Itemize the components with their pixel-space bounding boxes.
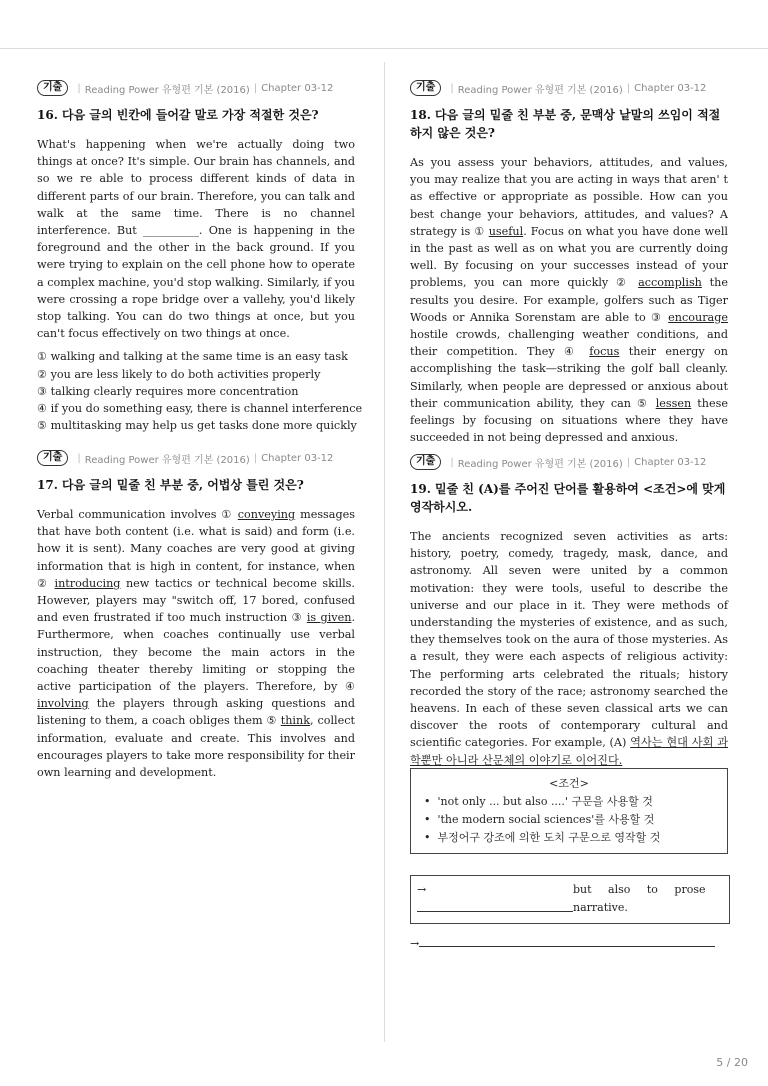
q18-underline-5: lessen [655,396,692,410]
conditions-box [410,768,728,854]
conditions-title: <조건> [549,777,589,790]
q17-source: Reading Power 유형편 기본 (2016) [84,454,250,466]
q19-passage: The ancients recognized seven activities as arts: history, poetry, comedy, tragedy, mask, dance, and astronomy. All seven were united by a common motivation: they were tools, useful to describe the universe and our place in it. They were methods of understanding the mysteries of existence, and as such, they themselves took on the aura of those mysteries. As a result, they were each aspects of religious activity: The performing arts celebrated the rituals; history recorded the story of the race; astronomy searched the heavens. In each of these seven classical arts we can discover the roots of contemporary cultural and scientific categories. For example, (A) 역사는 현대 사회 과학뿐만 아니라 산문체의 이야기로 이어진다. [410,530,728,767]
condition-item: • 'the modern social sciences'를 사용할 것 [424,813,655,826]
q17-underline-5: think [280,714,310,728]
header-rule [0,48,768,49]
question-16 [37,79,363,434]
q18-passage: As you assess your behaviors, attitudes, and values, you may realize that you are acting in ways that aren' t as effective or appropriate as possible. How can you best change your behaviors, attitudes, and values? A strategy is ① useful. Focus on what you have done well in the past as well as on what you are currently doing well. By focusing on your successes instead of your problems, you can more quickly ② accomplish the results you desire. For example, golfers such as Tiger Woods or Annika Sorenstam are able to ③ encourage hostile crowds, challenging weather conditions, and their competition. They ④ focus their energy on accomplishing the task—striking the golf ball cleanly. Similarly, when people are depressed or anxious about their communication ability, they can ⑤ lessen these feelings by focusing on situations where they have succeeded in not being depressed and anxious. [410,156,728,445]
q18-underline-2: accomplish [638,276,702,290]
q17-underline-1: conveying [237,508,296,521]
q16-option-4: ④ if you do something easy, there is channel interference [37,402,363,416]
q19-chapter: Chapter 03-12 [634,456,707,468]
question-19 [410,453,728,769]
q16-badge: 기출 [37,80,68,96]
q18-underline-1: useful [488,224,524,238]
q17-underline-2: introducing [54,576,121,590]
q16-option-1: ① walking and talking at the same time is an easy task [37,350,348,364]
answer-line-2[interactable]: → [410,936,720,950]
q19-badge: 기출 [410,454,441,470]
q18-underline-3: encourage [668,310,728,324]
question-18 [410,79,728,446]
q17-title: 17. 다음 글의 밑줄 친 부분 중, 어법상 틀린 것은? [37,478,304,492]
q19-title: 19. 밑줄 친 (A)를 주어진 단어를 활용하여 <조건>에 맞게 영작하시오. [410,482,726,514]
q16-tagline: 기출 | Reading Power 유형편 기본 (2016) | Chapter 03-12 [37,79,355,97]
answer1-suffix: but also to prose narrative. [573,883,706,914]
q19-tagline: 기출 | Reading Power 유형편 기본 (2016) | Chapter 03-12 [410,453,728,471]
q18-source: Reading Power 유형편 기본 (2016) [457,84,623,96]
q19-source: Reading Power 유형편 기본 (2016) [457,458,623,470]
question-17 [37,449,355,781]
q18-title: 18. 다음 글의 밑줄 친 부분 중, 문맥상 낱말의 쓰임이 적절하지 않은 것은? [410,108,721,140]
q16-option-2: ② you are less likely to do both activities properly [37,367,321,381]
q17-underline-4: involving [37,697,89,711]
q16-chapter: Chapter 03-12 [261,82,334,94]
page-number: 5 / 20 [716,1056,748,1069]
answer-box-1[interactable] [410,875,730,924]
answer-blank-1[interactable] [417,899,573,912]
column-divider [384,62,385,1042]
q17-chapter: Chapter 03-12 [261,452,334,464]
q16-title: 16. 다음 글의 빈칸에 들어갈 말로 가장 적절한 것은? [37,108,319,122]
condition-item: • 'not only ... but also ....' 구문을 사용할 것 [424,795,653,808]
condition-item: • 부정어구 강조에 의한 도치 구문으로 영작할 것 [424,831,661,844]
q19-underline-a: 역사는 현대 사회 과학뿐만 아니라 산문체의 이야기로 이어진다. [410,736,728,767]
q16-source: Reading Power 유형편 기본 (2016) [84,84,250,96]
answer-arrow: → [417,881,573,918]
q17-passage: Verbal communication involves ① conveying messages that have both content (i.e. what is said) and form (i.e. how it is sent). Many coaches are very good at giving information that is high in content, for instance, when ② introducing new tactics or technical become skills. However, players may "switch off, 17 bored, confused and even frustrated if too much instruction ③ is given. Furthermore, when coaches continually use verbal instruction, they become the main actors in the coaching theater thereby limiting or stopping the active participation of the players. Therefore, by ④ involving the players through asking questions and listening to them, a coach obliges them ⑤ think, collect information, evaluate and create. This involves and encourages players to take more responsibility for their own learning and development. [37,508,355,780]
q18-badge: 기출 [410,80,441,96]
q18-underline-4: focus [589,345,620,359]
q17-badge: 기출 [37,450,68,466]
q16-option-3: ③ talking clearly requires more concentration [37,384,299,398]
answer-blank-2[interactable] [419,936,715,947]
q18-chapter: Chapter 03-12 [634,82,707,94]
q17-underline-3: is given [306,611,352,625]
q16-option-5: ⑤ multitasking may help us get tasks done more quickly [37,419,357,433]
q16-options [37,348,363,434]
q16-passage: What's happening when we're actually doing two things at once? It's simple. Our brain has channels, and so we re able to process different kinds of data in different parts of our brain. Therefore, you can talk and walk at the same time. There is no channel interference. But __________. One is happening in the foreground and the other in the back ground. If you were trying to explain on the cell phone how to operate a complex machine, you'd stop walking. Similarly, if you were crossing a rope bridge over a vallehy, you'd likely stop talking. You can do two things at once, but you can't focus effectively on two things at once. [37,138,355,341]
q17-tagline: 기출 | Reading Power 유형편 기본 (2016) | Chapter 03-12 [37,449,355,467]
q18-tagline: 기출 | Reading Power 유형편 기본 (2016) | Chapter 03-12 [410,79,728,97]
